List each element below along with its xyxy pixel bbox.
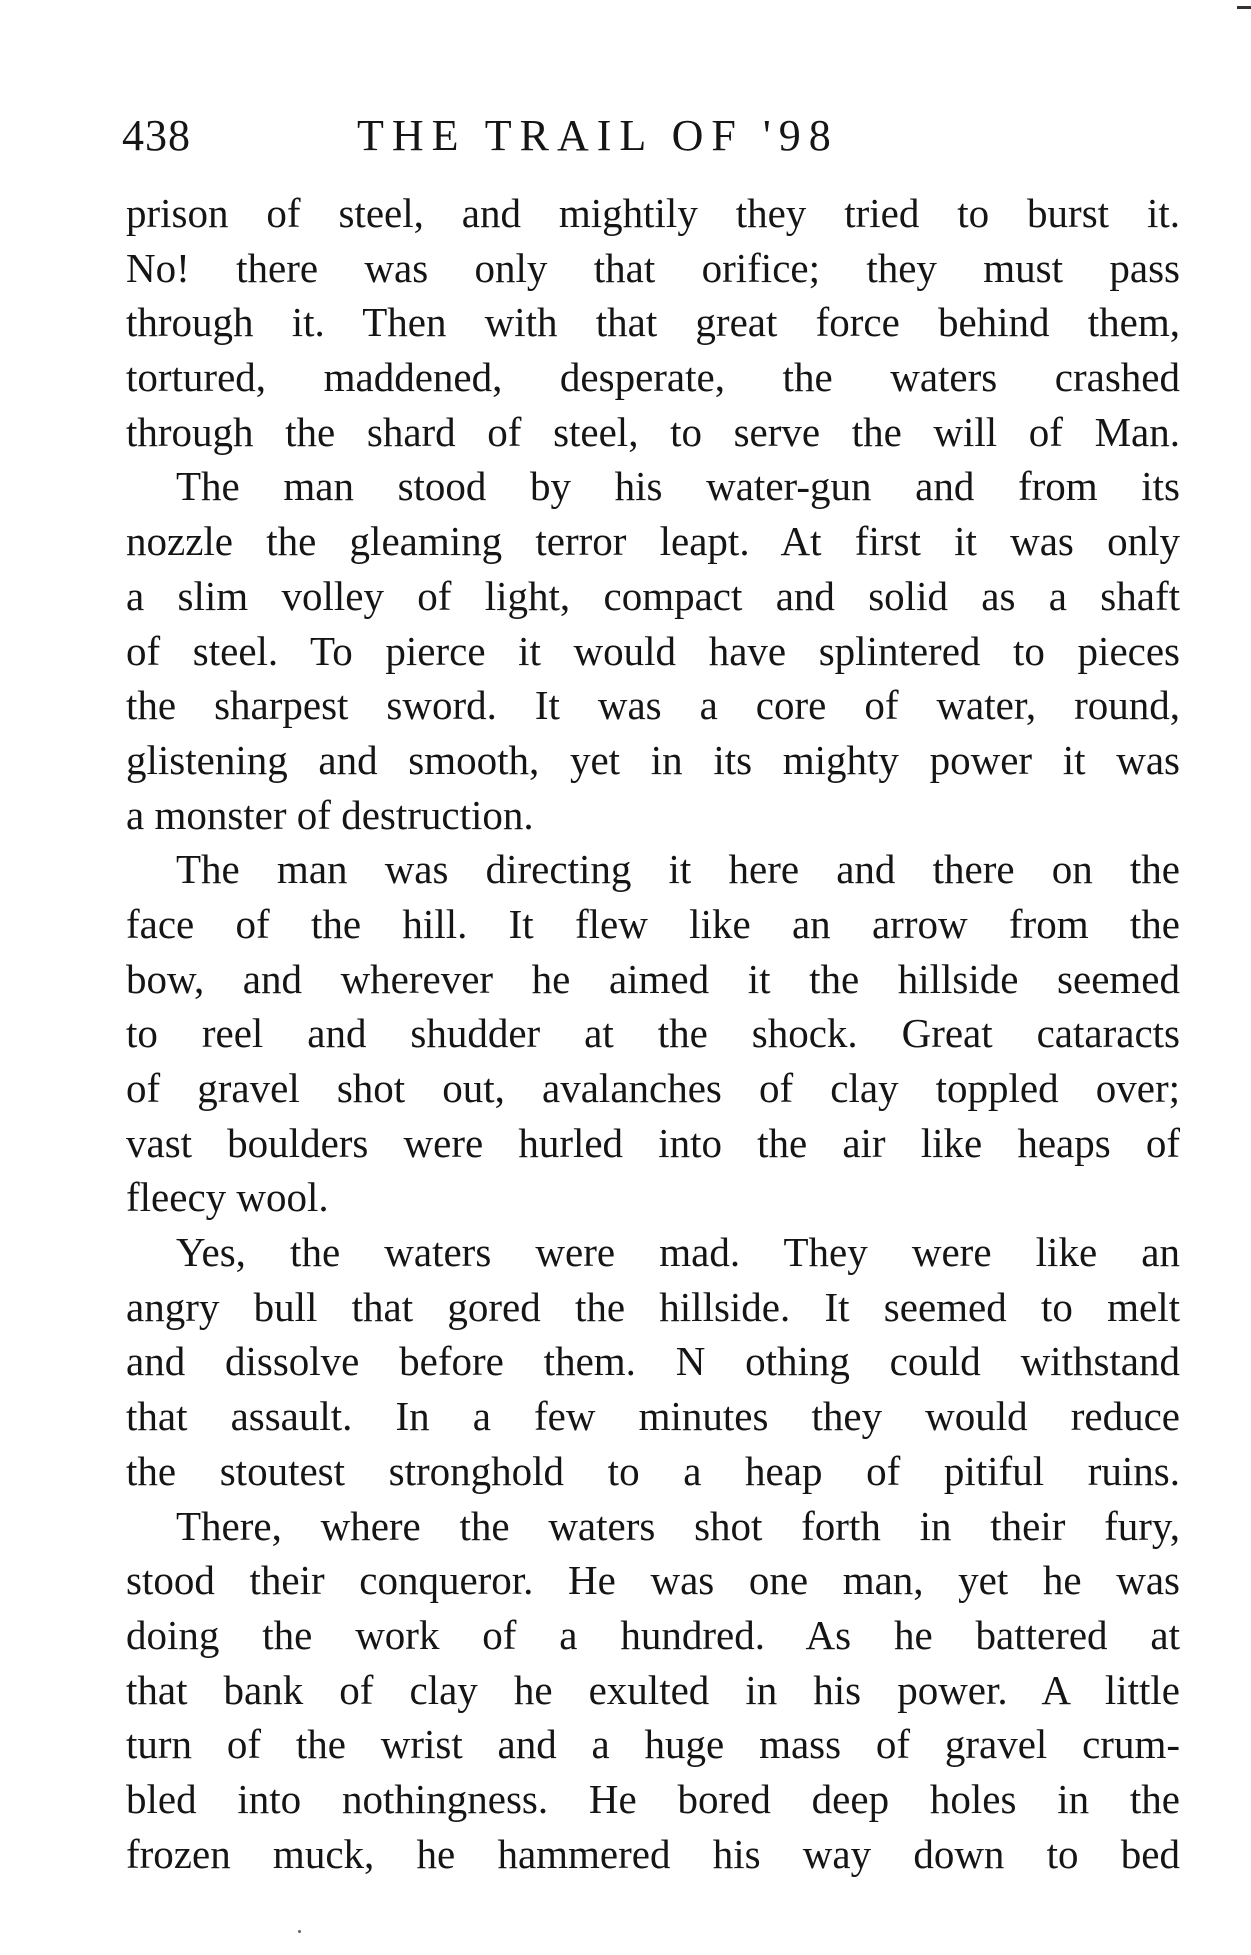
scan-edge-mark [1237, 6, 1251, 9]
text-line: through the shard of steel, to serve the will of Man. [126, 408, 1180, 455]
text-line: of steel. To pierce it would have splintered to pieces [126, 627, 1180, 674]
text-line: and dissolve before them. N othing could withstand [126, 1338, 1180, 1385]
text-line: to reel and shudder at the shock. Great cataracts [126, 1010, 1180, 1057]
text-line: that bank of clay he exulted in his power. A little [126, 1666, 1180, 1713]
page-number: 438 [122, 111, 191, 160]
text-line: There, where the waters shot forth in their fury, [176, 1502, 1180, 1549]
text-line: that assault. In a few minutes they would reduce [126, 1393, 1180, 1440]
text-line: doing the work of a hundred. As he battered at [126, 1611, 1180, 1658]
text-line: bled into nothingness. He bored deep holes in the [126, 1775, 1180, 1822]
text-line: The man stood by his water-gun and from its [176, 463, 1180, 510]
running-head: THE TRAIL OF '98 [357, 111, 839, 160]
text-line: of gravel shot out, avalanches of clay toppled over; [126, 1065, 1180, 1111]
text-line: a monster of destruction. [126, 791, 534, 838]
text-line: frozen muck, he hammered his way down to bed [126, 1830, 1180, 1877]
scan-speck [298, 1930, 301, 1933]
text-line: vast boulders were hurled into the air like heaps of [126, 1119, 1180, 1166]
text-line: a slim volley of light, compact and solid as a shaft [126, 572, 1180, 619]
body-text [126, 186, 1180, 1881]
text-line: the stoutest stronghold to a heap of pitiful ruins. [126, 1447, 1180, 1494]
text-line: The man was directing it here and there on the [176, 846, 1180, 893]
text-line: bow, and wherever he aimed it the hillside seemed [126, 955, 1180, 1002]
text-line: fleecy wool. [126, 1174, 329, 1221]
page-header [112, 96, 1192, 176]
text-line: the sharpest sword. It was a core of water, round, [126, 682, 1180, 729]
text-line: tortured, maddened, desperate, the waters crashed [126, 354, 1180, 401]
text-line: No! there was only that orifice; they must pass [126, 244, 1180, 291]
text-line: face of the hill. It flew like an arrow from the [126, 900, 1180, 947]
text-line: glistening and smooth, yet in its mighty power it was [126, 736, 1180, 783]
text-line: through it. Then with that great force behind them, [126, 299, 1180, 346]
text-line: nozzle the gleaming terror leapt. At first it was only [126, 518, 1180, 565]
text-line: prison of steel, and mightily they tried to burst it. [126, 190, 1180, 236]
text-line: turn of the wrist and a huge mass of gravel crum- [126, 1721, 1180, 1768]
text-line: angry bull that gored the hillside. It seemed to melt [126, 1283, 1180, 1330]
text-line: Yes, the waters were mad. They were like an [176, 1229, 1180, 1276]
text-line: stood their conqueror. He was one man, yet he was [126, 1557, 1180, 1604]
